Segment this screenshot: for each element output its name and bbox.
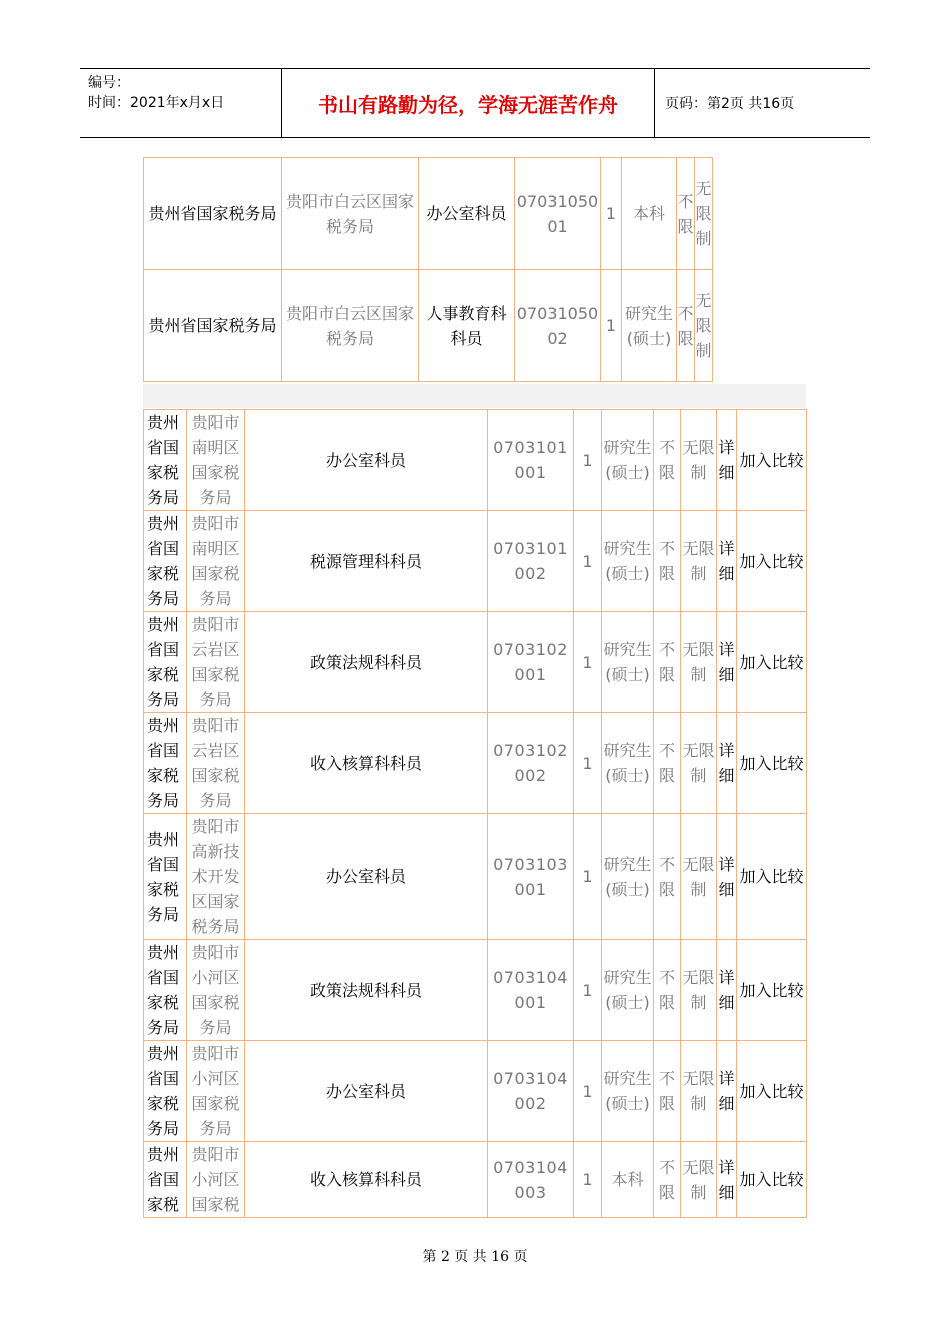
limit-cell: 无限制 <box>681 1041 717 1142</box>
page-label: 页码：第2页 共16页 <box>665 96 795 112</box>
limit-cell: 无限制 <box>681 814 717 940</box>
count-cell: 1 <box>574 511 602 612</box>
sub-org-cell: 贵阳市高新技术开发区国家税务局 <box>187 814 245 940</box>
count-cell: 1 <box>574 814 602 940</box>
sub-org-cell: 贵阳市小河区国家税务局 <box>187 940 245 1041</box>
motto: 书山有路勤为径，学海无涯苦作舟 <box>318 92 618 117</box>
table-row <box>144 1142 807 1218</box>
detail-link[interactable]: 详细 <box>717 814 737 940</box>
count-cell: 1 <box>574 940 602 1041</box>
page-footer: 第 2 页 共 16 页 <box>422 1249 528 1265</box>
position-cell: 政策法规科科员 <box>245 940 488 1041</box>
education-cell: 研究生(硕士) <box>602 814 654 940</box>
org-cell: 贵州省国家税务局 <box>144 1041 187 1142</box>
position-cell: 办公室科员 <box>245 814 488 940</box>
limit-cell: 无限制 <box>681 410 717 511</box>
org-cell: 贵州省国家税务局 <box>144 713 187 814</box>
count-cell: 1 <box>601 270 622 382</box>
org-cell: 贵州省国家税务局 <box>144 940 187 1041</box>
education-cell: 本科 <box>602 1142 654 1218</box>
org-cell: 贵州省国家税务局 <box>144 511 187 612</box>
education-cell: 研究生(硕士) <box>602 1041 654 1142</box>
code-cell: 0703102001 <box>488 612 574 713</box>
detail-link[interactable]: 详细 <box>717 1142 737 1218</box>
major-cell: 不限 <box>677 270 695 382</box>
code-cell: 0703105002 <box>515 270 601 382</box>
header-page-cell <box>655 69 870 137</box>
count-cell: 1 <box>574 713 602 814</box>
sub-org-cell: 贵阳市白云区国家税务局 <box>282 158 419 270</box>
table-row <box>144 158 713 270</box>
limit-cell: 无限制 <box>681 1142 717 1218</box>
add-compare-button[interactable]: 加入比较 <box>737 1142 807 1218</box>
org-cell: 贵州省国家税务局 <box>144 410 187 511</box>
header-info-cell <box>80 69 282 137</box>
count-cell: 1 <box>574 1041 602 1142</box>
time-label: 时间：2021年x月x日 <box>88 95 225 111</box>
sub-org-cell: 贵阳市白云区国家税务局 <box>282 270 419 382</box>
add-compare-button[interactable]: 加入比较 <box>737 612 807 713</box>
limit-cell: 无限制 <box>681 612 717 713</box>
detail-link[interactable]: 详细 <box>717 940 737 1041</box>
limit-cell: 无限制 <box>681 511 717 612</box>
position-cell: 收入核算科科员 <box>245 1142 488 1218</box>
org-cell: 贵州省国家税 <box>144 1142 187 1218</box>
header-motto-cell <box>282 69 655 137</box>
detail-link[interactable]: 详细 <box>717 410 737 511</box>
position-cell: 办公室科员 <box>419 158 515 270</box>
limit-cell: 无限制 <box>681 713 717 814</box>
table-row <box>144 1041 807 1142</box>
major-cell: 不限 <box>654 1041 681 1142</box>
detail-link[interactable]: 详细 <box>717 511 737 612</box>
sub-org-cell: 贵阳市云岩区国家税务局 <box>187 612 245 713</box>
code-cell: 0703104002 <box>488 1041 574 1142</box>
number-label: 编号： <box>88 75 130 91</box>
add-compare-button[interactable]: 加入比较 <box>737 410 807 511</box>
major-cell: 不限 <box>677 158 695 270</box>
code-cell: 0703102002 <box>488 713 574 814</box>
code-cell: 0703105001 <box>515 158 601 270</box>
org-cell: 贵州省国家税务局 <box>144 612 187 713</box>
position-cell: 办公室科员 <box>245 410 488 511</box>
code-cell: 0703104003 <box>488 1142 574 1218</box>
table-row <box>144 511 807 612</box>
count-cell: 1 <box>574 1142 602 1218</box>
major-cell: 不限 <box>654 940 681 1041</box>
table-row <box>144 410 807 511</box>
code-cell: 0703104001 <box>488 940 574 1041</box>
add-compare-button[interactable]: 加入比较 <box>737 814 807 940</box>
add-compare-button[interactable]: 加入比较 <box>737 940 807 1041</box>
table-row <box>144 612 807 713</box>
major-cell: 不限 <box>654 713 681 814</box>
table-row <box>144 713 807 814</box>
position-cell: 办公室科员 <box>245 1041 488 1142</box>
position-cell: 收入核算科科员 <box>245 713 488 814</box>
position-table <box>143 409 807 1218</box>
table-row <box>144 270 713 382</box>
major-cell: 不限 <box>654 410 681 511</box>
sub-org-cell: 贵阳市云岩区国家税务局 <box>187 713 245 814</box>
code-cell: 0703101002 <box>488 511 574 612</box>
position-cell: 税源管理科科员 <box>245 511 488 612</box>
table-row <box>144 814 807 940</box>
count-cell: 1 <box>601 158 622 270</box>
count-cell: 1 <box>574 410 602 511</box>
add-compare-button[interactable]: 加入比较 <box>737 713 807 814</box>
sub-org-cell: 贵阳市南明区国家税务局 <box>187 511 245 612</box>
detail-link[interactable]: 详细 <box>717 1041 737 1142</box>
major-cell: 不限 <box>654 814 681 940</box>
position-cell: 政策法规科科员 <box>245 612 488 713</box>
education-cell: 研究生(硕士) <box>602 511 654 612</box>
sub-org-cell: 贵阳市小河区国家税务局 <box>187 1041 245 1142</box>
education-cell: 研究生(硕士) <box>602 612 654 713</box>
code-cell: 0703101001 <box>488 410 574 511</box>
count-cell: 1 <box>574 612 602 713</box>
limit-cell: 无限制 <box>695 270 713 382</box>
major-cell: 不限 <box>654 1142 681 1218</box>
education-cell: 研究生(硕士) <box>602 713 654 814</box>
limit-cell: 无限制 <box>681 940 717 1041</box>
major-cell: 不限 <box>654 612 681 713</box>
position-cell: 人事教育科科员 <box>419 270 515 382</box>
table-row <box>144 940 807 1041</box>
detail-link[interactable]: 详细 <box>717 713 737 814</box>
page-header <box>80 68 870 138</box>
org-cell: 贵州省国家税务局 <box>144 814 187 940</box>
sub-org-cell: 贵阳市小河区国家税 <box>187 1142 245 1218</box>
add-compare-button[interactable]: 加入比较 <box>737 1041 807 1142</box>
major-cell: 不限 <box>654 511 681 612</box>
org-cell: 贵州省国家税务局 <box>144 270 282 382</box>
code-cell: 0703103001 <box>488 814 574 940</box>
limit-cell: 无限制 <box>695 158 713 270</box>
org-cell: 贵州省国家税务局 <box>144 158 282 270</box>
education-cell: 研究生(硕士) <box>602 410 654 511</box>
add-compare-button[interactable]: 加入比较 <box>737 511 807 612</box>
detail-link[interactable]: 详细 <box>717 612 737 713</box>
education-cell: 研究生(硕士) <box>602 940 654 1041</box>
education-cell: 本科 <box>622 158 677 270</box>
section-divider <box>143 384 806 408</box>
top-position-table <box>143 157 713 382</box>
sub-org-cell: 贵阳市南明区国家税务局 <box>187 410 245 511</box>
education-cell: 研究生(硕士) <box>622 270 677 382</box>
